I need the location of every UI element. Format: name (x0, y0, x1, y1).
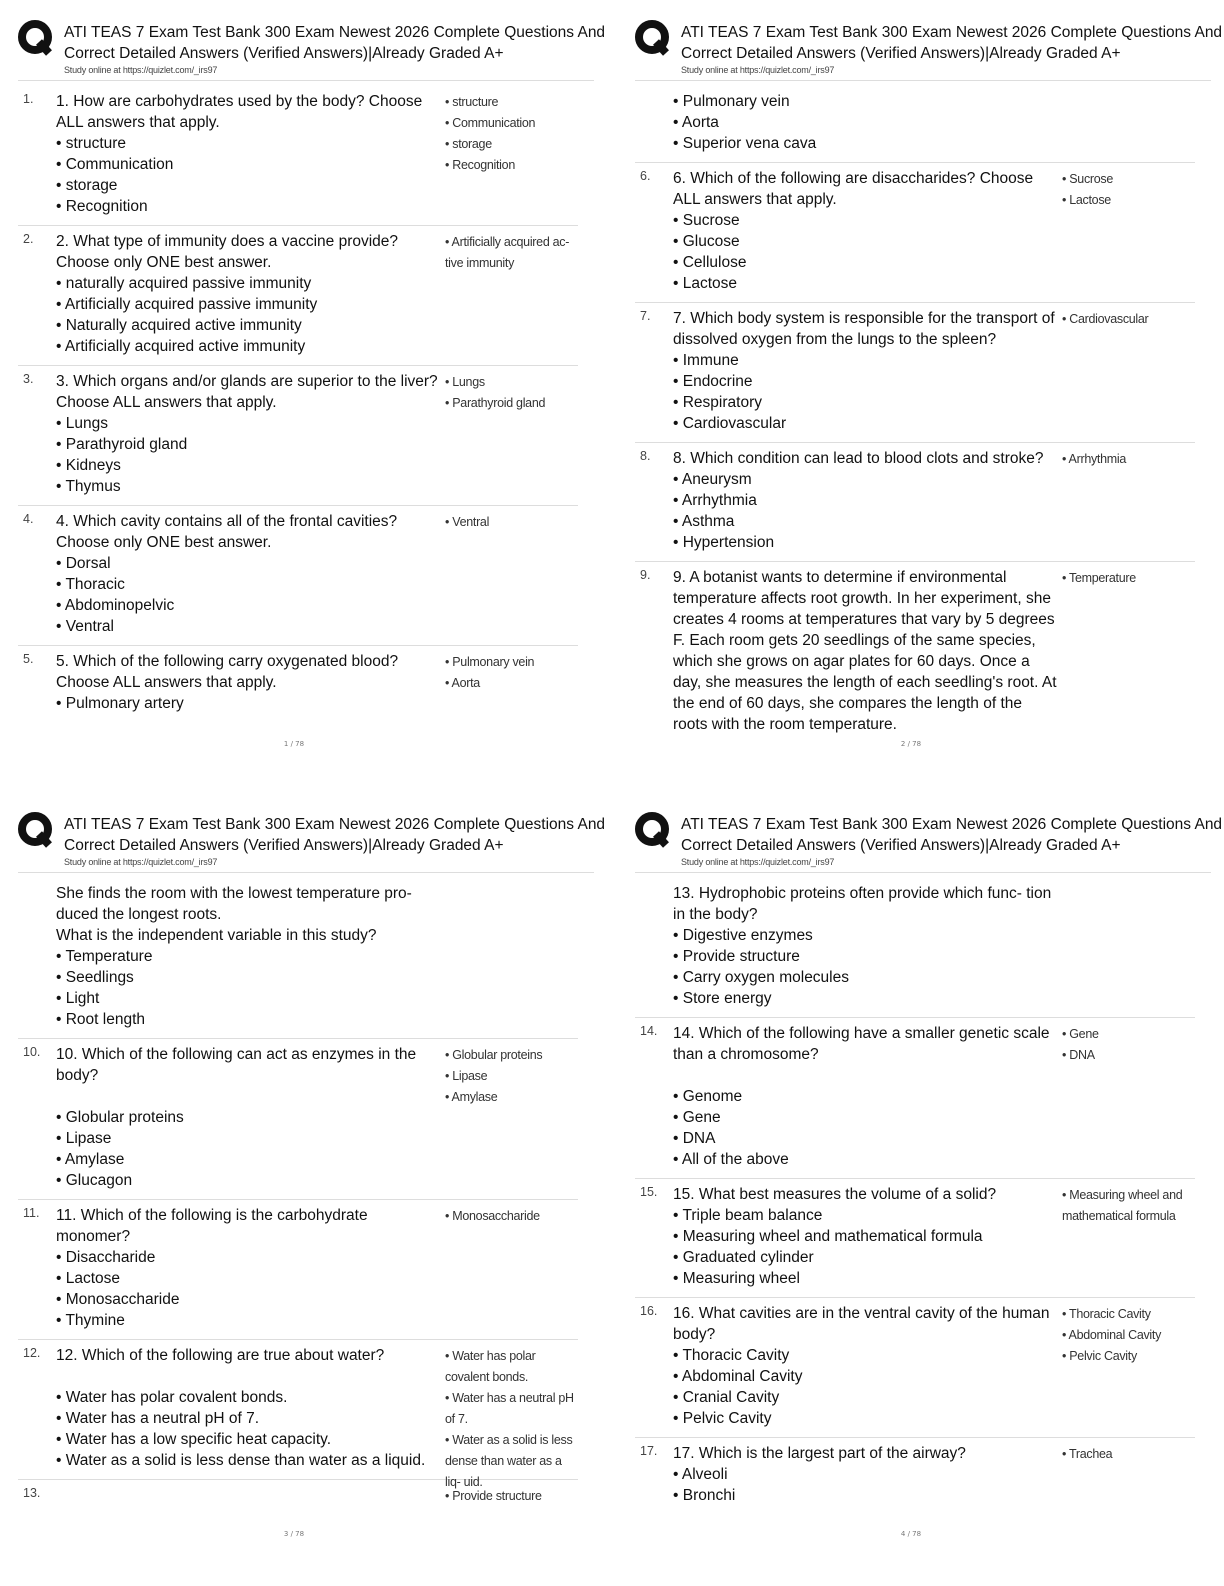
question-text: 14. Which of the following have a smaller genetic scale than a chromosome? (673, 1025, 1050, 1063)
question-number: 12. (23, 1346, 41, 1360)
question-text: 1. How are carbohydrates used by the body? Choose ALL answers that apply. (56, 93, 423, 131)
option: • Asthma (673, 513, 735, 530)
question-text: 6. Which of the following are disaccharides? Choose ALL answers that apply. (673, 170, 1034, 208)
answer: • Pulmonary vein (445, 655, 535, 669)
study-link[interactable]: Study online at https://quizlet.com/_irs97 (681, 65, 835, 75)
page-header (14, 14, 614, 74)
answer-column (1062, 1444, 1194, 1465)
option: • Pulmonary artery (56, 695, 184, 712)
answer: • Sucrose (1062, 172, 1114, 186)
question-card (18, 1480, 578, 1514)
option: • Kidneys (56, 457, 121, 474)
option: • Root length (56, 1011, 146, 1028)
option: • Aorta (673, 114, 719, 131)
answer: • Trachea (1062, 1447, 1113, 1461)
answer-column (445, 652, 577, 694)
option: • Graduated cylinder (673, 1249, 814, 1266)
question-text: 5. Which of the following carry oxygenated blood? Choose ALL answers that apply. (56, 653, 399, 691)
answer: • Measuring wheel and mathematical formula (1062, 1188, 1183, 1223)
option: • Abdominal Cavity (673, 1368, 803, 1385)
question-number: 15. (640, 1185, 658, 1199)
quizlet-logo-icon (635, 20, 671, 56)
option: • naturally acquired passive immunity (56, 275, 312, 292)
option: • Glucagon (56, 1172, 133, 1189)
option: • All of the above (673, 1151, 789, 1168)
document-title: ATI TEAS 7 Exam Test Bank 300 Exam Newest 2026 Complete Questions And Correct Detailed Answers (Verified Answers)|Already Graded A+ (64, 24, 606, 62)
answer: • Temperature (1062, 571, 1136, 585)
option: • Thymine (56, 1312, 125, 1329)
option: • Measuring wheel (673, 1270, 800, 1287)
question-card (18, 1340, 578, 1489)
option: • Pelvic Cavity (673, 1410, 772, 1427)
question-card (18, 366, 578, 506)
answer: • Arrhythmia (1062, 452, 1126, 466)
question-text: 4. Which cavity contains all of the frontal cavities? Choose only ONE best answer. (56, 513, 398, 551)
option: • Seedlings (56, 969, 134, 986)
option: • Provide structure (673, 948, 800, 965)
question-card (635, 443, 1195, 562)
question-number: 7. (640, 309, 651, 323)
answer-column (445, 1486, 577, 1507)
question-card (18, 506, 578, 646)
answer-column (445, 1346, 577, 1493)
document-page-2 (631, 14, 1224, 794)
question-number: 3. (23, 372, 34, 386)
option: • Cellulose (673, 254, 747, 271)
question-text: 8. Which condition can lead to blood clots and stroke? (673, 450, 1044, 467)
option: • Naturally acquired active immunity (56, 317, 302, 334)
page-number: 3 / 78 (283, 1530, 305, 1538)
question-card (635, 1179, 1195, 1298)
option: • Cranial Cavity (673, 1389, 780, 1406)
question-card (635, 562, 1195, 743)
question-number: 9. (640, 568, 651, 582)
question-card (18, 646, 578, 722)
answer: • Abdominal Cavity (1062, 1328, 1162, 1342)
option: • Store energy (673, 990, 772, 1007)
question-card (18, 226, 578, 366)
option: • Abdominopelvic (56, 597, 175, 614)
question-card (18, 1039, 578, 1200)
answer-column (445, 1045, 577, 1108)
question-number: 11. (23, 1206, 40, 1220)
question-card (18, 1200, 578, 1340)
option: • Globular proteins (56, 1109, 184, 1126)
option: • DNA (673, 1130, 716, 1147)
answer: • Globular proteins (445, 1048, 543, 1062)
answer: • storage (445, 137, 492, 151)
answer: • DNA (1062, 1048, 1095, 1062)
question-number: 8. (640, 449, 651, 463)
option: • Lactose (673, 275, 738, 292)
answer-column (1062, 1185, 1194, 1227)
question-card (635, 303, 1195, 443)
answer: • Lungs (445, 375, 485, 389)
question-text: 7. Which body system is responsible for the transport of dissolved oxygen from the lungs to the spleen? (673, 310, 1055, 348)
option: • Monosaccharide (56, 1291, 180, 1308)
option: • Arrhythmia (673, 492, 757, 509)
question-number: 13. (23, 1486, 41, 1500)
answer: • Water as a solid is less dense than water as a liq- uid. (445, 1433, 573, 1489)
option: • Lactose (56, 1270, 121, 1287)
option: • Alveoli (673, 1466, 728, 1483)
option: • Light (56, 990, 100, 1007)
question-card (635, 163, 1195, 303)
answer: • Provide structure (445, 1489, 542, 1503)
question-text: 12. Which of the following are true about water? (56, 1347, 385, 1364)
option: • Cardiovascular (673, 415, 787, 432)
question-continuation (18, 878, 578, 1039)
question-continuation (635, 878, 1195, 1018)
page-header (631, 806, 1224, 866)
answer-column (1062, 1304, 1194, 1367)
question-card (18, 86, 578, 226)
answer: • Monosaccharide (445, 1209, 540, 1223)
answer: • Aorta (445, 676, 480, 690)
option: • Parathyroid gland (56, 436, 188, 453)
option: • Endocrine (673, 373, 753, 390)
question-number: 1. (23, 92, 34, 106)
option: • Aneurysm (673, 471, 752, 488)
option: • Lipase (56, 1130, 112, 1147)
question-number: 2. (23, 232, 34, 246)
question-text: What is the independent variable in this study? (56, 927, 377, 944)
option: • Digestive enzymes (673, 927, 813, 944)
question-text: She finds the room with the lowest temperature pro- duced the longest roots. (56, 885, 412, 923)
option: • Artificially acquired active immunity (56, 338, 306, 355)
answer: • Amylase (445, 1090, 498, 1104)
question-number: 17. (640, 1444, 658, 1458)
answer-column (1062, 1024, 1194, 1066)
answer-column (1062, 309, 1194, 330)
answer-column (445, 512, 577, 533)
question-text: 11. Which of the following is the carbohydrate monomer? (56, 1207, 368, 1245)
answer: • Communication (445, 116, 536, 130)
option: • Dorsal (56, 555, 111, 572)
option: • Gene (673, 1109, 721, 1126)
document-page-1 (14, 14, 614, 794)
answer-column (445, 92, 577, 176)
document-page-3 (14, 806, 614, 1586)
option: • Superior vena cava (673, 135, 817, 152)
option: • Hypertension (673, 534, 775, 551)
option: • Glucose (673, 233, 740, 250)
question-card (635, 1018, 1195, 1179)
option: • Immune (673, 352, 739, 369)
study-link[interactable]: Study online at https://quizlet.com/_irs97 (64, 65, 218, 75)
page-header (631, 14, 1224, 74)
option: • Communication (56, 156, 174, 173)
answer: • Parathyroid gland (445, 396, 546, 410)
answer-column (1062, 568, 1194, 589)
option: • Water as a solid is less dense than water as a liquid. (56, 1452, 426, 1469)
answer: • Gene (1062, 1027, 1099, 1041)
page-number: 2 / 78 (900, 740, 922, 748)
option: • Sucrose (673, 212, 740, 229)
answer: • Ventral (445, 515, 490, 529)
answer-column (1062, 449, 1194, 470)
answer-column (445, 232, 577, 274)
answer: • Thoracic Cavity (1062, 1307, 1151, 1321)
question-text: 2. What type of immunity does a vaccine provide? Choose only ONE best answer. (56, 233, 399, 271)
option: • Carry oxygen molecules (673, 969, 849, 986)
study-link[interactable]: Study online at https://quizlet.com/_irs97 (681, 857, 835, 867)
answer: • Recognition (445, 158, 515, 172)
question-number: 16. (640, 1304, 658, 1318)
option: • storage (56, 177, 118, 194)
answer: • Pelvic Cavity (1062, 1349, 1137, 1363)
question-number: 4. (23, 512, 34, 526)
document-page-4 (631, 806, 1224, 1586)
question-number: 10. (23, 1045, 41, 1059)
question-number: 5. (23, 652, 34, 666)
option: • Bronchi (673, 1487, 736, 1504)
answer: • Lipase (445, 1069, 488, 1083)
page-number: 4 / 78 (900, 1530, 922, 1538)
answer: • structure (445, 95, 499, 109)
document-title: ATI TEAS 7 Exam Test Bank 300 Exam Newest 2026 Complete Questions And Correct Detailed Answers (Verified Answers)|Already Graded A+ (681, 24, 1223, 62)
option: • Pulmonary vein (673, 93, 790, 110)
option: • Amylase (56, 1151, 125, 1168)
question-text: 17. Which is the largest part of the airway? (673, 1445, 966, 1462)
answer: • Artificially acquired ac- tive immunity (445, 235, 570, 270)
option: • Lungs (56, 415, 108, 432)
option: • Respiratory (673, 394, 762, 411)
option: • Measuring wheel and mathematical formula (673, 1228, 983, 1245)
option: • Water has a low specific heat capacity. (56, 1431, 332, 1448)
quizlet-logo-icon (18, 812, 54, 848)
answer-column (1062, 169, 1194, 211)
option: • Thymus (56, 478, 121, 495)
option: • Artificially acquired passive immunity (56, 296, 318, 313)
question-card (635, 1298, 1195, 1438)
option: • Genome (673, 1088, 743, 1105)
answer: • Cardiovascular (1062, 312, 1149, 326)
document-title: ATI TEAS 7 Exam Test Bank 300 Exam Newest 2026 Complete Questions And Correct Detailed Answers (Verified Answers)|Already Graded A+ (681, 816, 1223, 854)
option: • Triple beam balance (673, 1207, 823, 1224)
question-text: 10. Which of the following can act as enzymes in the body? (56, 1046, 417, 1084)
quizlet-logo-icon (635, 812, 671, 848)
option: • Thoracic (56, 576, 125, 593)
option: • Temperature (56, 948, 153, 965)
answer: • Lactose (1062, 193, 1111, 207)
page-number: 1 / 78 (283, 740, 305, 748)
question-text: 13. Hydrophobic proteins often provide which func- tion in the body? (673, 885, 1052, 923)
question-card (635, 1438, 1195, 1514)
study-link[interactable]: Study online at https://quizlet.com/_irs97 (64, 857, 218, 867)
question-number: 6. (640, 169, 651, 183)
quizlet-logo-icon (18, 20, 54, 56)
question-text: 15. What best measures the volume of a solid? (673, 1186, 997, 1203)
option: • Disaccharide (56, 1249, 156, 1266)
option: • structure (56, 135, 127, 152)
answer: • Water has a neutral pH of 7. (445, 1391, 574, 1426)
answer-column (445, 1206, 577, 1227)
question-text: 16. What cavities are in the ventral cavity of the human body? (673, 1305, 1050, 1343)
option: • Ventral (56, 618, 114, 635)
option: • Water has a neutral pH of 7. (56, 1410, 260, 1427)
question-continuation (635, 86, 1195, 163)
page-header (14, 806, 614, 866)
answer: • Water has polar covalent bonds. (445, 1349, 536, 1384)
option: • Water has polar covalent bonds. (56, 1389, 288, 1406)
option: • Recognition (56, 198, 148, 215)
answer-column (445, 372, 577, 414)
question-text: 3. Which organs and/or glands are superior to the liver? Choose ALL answers that apply. (56, 373, 438, 411)
question-number: 14. (640, 1024, 658, 1038)
document-title: ATI TEAS 7 Exam Test Bank 300 Exam Newest 2026 Complete Questions And Correct Detailed Answers (Verified Answers)|Already Graded A+ (64, 816, 606, 854)
option: • Thoracic Cavity (673, 1347, 790, 1364)
question-text: 9. A botanist wants to determine if environmental temperature affects root growth. In her experiment, she creates 4 rooms at temperatures that vary by 5 degrees F. Each room gets 20 seedlings of the same species, which she grows on agar plates for 60 days. Once a day, she measures the length of each seedling's root. At the end of 60 days, she compares the length of the roots with the room temperature. (673, 569, 1057, 733)
